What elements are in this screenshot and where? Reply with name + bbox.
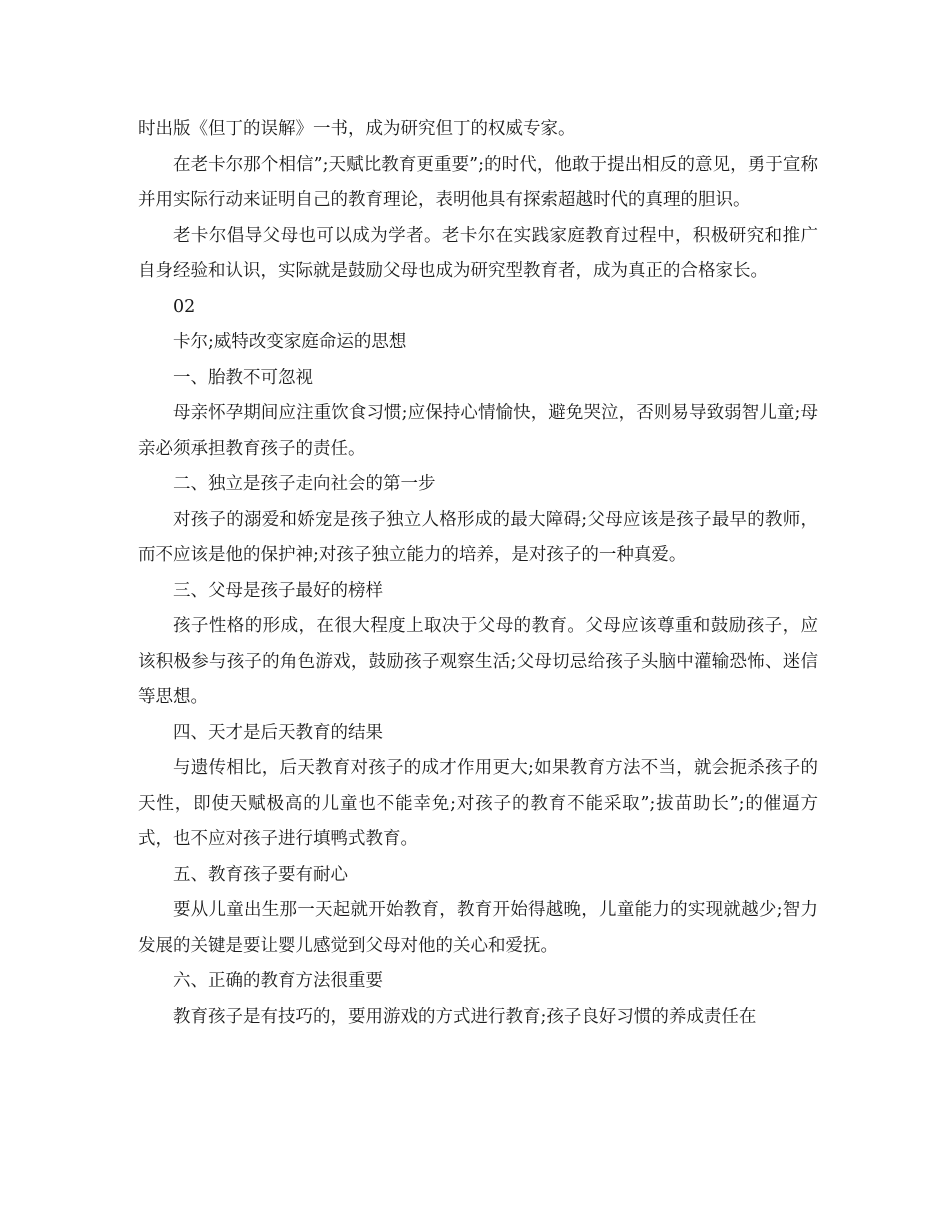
document-page: [138, 112, 818, 1035]
paragraph: 教育孩子是有技巧的，要用游戏的方式进行教育;孩子良好习惯的养成责任在: [173, 1006, 757, 1027]
paragraph: 与遗传相比，后天教育对孩子的成才作用更大;如果教育方法不当，就会扼杀孩子的天性，即使天赋极高的儿童也不能幸免;对孩子的教育不能采取”;拔苗助长”;的催逼方式，也不应对孩子进行填鸭式教育。: [138, 758, 818, 849]
heading-6: 六、正确的教育方法很重要: [173, 971, 383, 991]
paragraph: 对孩子的溺爱和娇宠是孩子独立人格形成的最大障碍;父母应该是孩子最早的教师，而不应该是他的保护神;对孩子独立能力的培养，是对孩子的一种真爱。: [138, 509, 818, 565]
heading-5: 五、教育孩子要有耐心: [173, 864, 348, 885]
heading-4: 四、天才是后天教育的结果: [173, 722, 383, 743]
heading-1: 一、胎教不可忽视: [173, 367, 313, 388]
paragraph: 老卡尔倡导父母也可以成为学者。老卡尔在实践家庭教育过程中，积极研究和推广自身经验和认识，实际就是鼓励父母也成为研究型教育者，成为真正的合格家长。: [138, 225, 818, 281]
paragraph: 母亲怀孕期间应注重饮食习惯;应保持心情愉快，避免哭泣，否则易导致弱智儿童;母亲必须承担教育孩子的责任。: [138, 403, 818, 459]
paragraph: 要从儿童出生那一天起就开始教育，教育开始得越晚，儿童能力的实现就越少;智力发展的关键是要让婴儿感觉到父母对他的关心和爱抚。: [138, 900, 818, 956]
heading-3: 三、父母是孩子最好的榜样: [173, 580, 383, 601]
heading-2: 二、独立是孩子走向社会的第一步: [173, 474, 436, 494]
paragraph: 孩子性格的形成，在很大程度上取决于父母的教育。父母应该尊重和鼓励孩子，应该积极参与孩子的角色游戏，鼓励孩子观察生活;父母切忌给孩子头脑中灌输恐怖、迷信等思想。: [138, 616, 818, 707]
section-number: 02: [173, 296, 196, 317]
paragraph: 在老卡尔那个相信”;天赋比教育更重要”;的时代，他敢于提出相反的意见，勇于宣称并用实际行动来证明自己的教育理论，表明他具有探索超越时代的真理的胆识。: [138, 154, 818, 210]
paragraph: 时出版《但丁的误解》一书，成为研究但丁的权威专家。: [138, 119, 576, 139]
section-title: 卡尔;威特改变家庭命运的思想: [173, 332, 407, 352]
